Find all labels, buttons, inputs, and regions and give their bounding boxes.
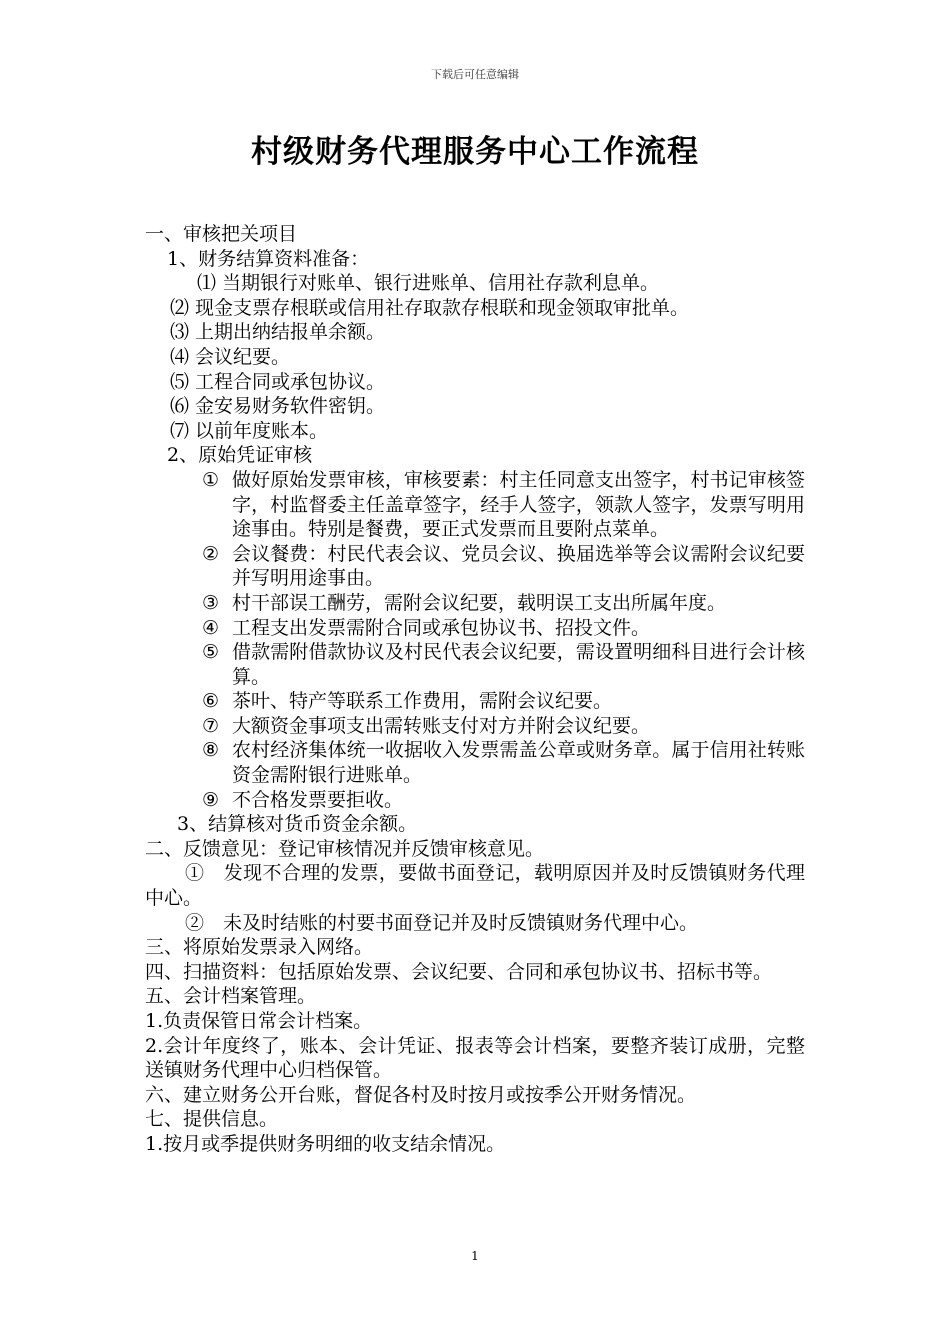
item-number: ① xyxy=(202,468,220,491)
prep-item: ⑶ 上期出纳结报单余额。 xyxy=(170,321,386,344)
page-title: 村级财务代理服务中心工作流程 xyxy=(251,134,699,170)
feedback-item: ① 发现不合理的发票，要做书面登记，载明原因并及时反馈镇财务代理中心。 xyxy=(145,862,805,910)
item-number: ④ xyxy=(202,616,220,639)
subsection-2-heading: 2、原始凭证审核 xyxy=(167,444,313,467)
archive-item: 1.负责保管日常会计档案。 xyxy=(145,1010,373,1032)
audit-item xyxy=(145,616,805,641)
item-text: 茶叶、特产等联系工作费用，需附会议纪要。 xyxy=(232,690,613,713)
audit-item xyxy=(145,714,805,739)
prep-item: ⑵ 现金支票存根联或信用社存取款存根联和现金领取审批单。 xyxy=(170,296,690,319)
prep-item: ⑺ 以前年度账本。 xyxy=(170,419,329,442)
item-text: 农村经济集体统一收据收入发票需盖公章或财务章。属于信用社转账资金需附银行进账单。 xyxy=(232,739,805,787)
item-text: 借款需附借款协议及村民代表会议纪要，需设置明细科目进行会计核算。 xyxy=(232,641,805,688)
item-number: ⑤ xyxy=(202,641,220,664)
audit-item xyxy=(145,738,805,787)
item-number: ⑨ xyxy=(202,788,220,811)
feedback-item: ② 未及时结账的村要书面登记并及时反馈镇财务代理中心。 xyxy=(185,911,699,934)
section-2-heading: 二、反馈意见：登记审核情况并反馈审核意见。 xyxy=(145,837,545,860)
subsection-3-heading: 3、结算核对货币资金余额。 xyxy=(177,813,418,836)
audit-item xyxy=(145,542,805,591)
document-body xyxy=(145,222,805,1157)
info-item: 1.按月或季提供财务明细的收支结余情况。 xyxy=(145,1132,506,1155)
archive-item: 2.会计年度终了，账本、会计凭证、报表等会计档案，要整齐装订成册，完整送镇财务代理中心归档保管。 xyxy=(145,1034,805,1082)
prep-item: ⑹ 金安易财务软件密钥。 xyxy=(170,395,386,418)
audit-item xyxy=(145,689,805,714)
page-number: 1 xyxy=(471,1249,479,1263)
item-text: 工程支出发票需附合同或承包协议书、招投文件。 xyxy=(232,616,651,639)
section-1-heading: 一、审核把关项目 xyxy=(145,223,298,245)
section-6-heading: 六、建立财务公开台账，督促各村及时按月或按季公开财务情况。 xyxy=(145,1083,697,1106)
prep-item: ⑴ 当期银行对账单、银行进账单、信用社存款利息单。 xyxy=(197,272,660,295)
header-note: 下载后可任意编辑 xyxy=(431,68,519,81)
item-text: 会议餐费：村民代表会议、党员会议、换届选举等会议需附会议纪要并写明用途事由。 xyxy=(232,542,805,590)
section-7-heading: 七、提供信息。 xyxy=(145,1108,279,1131)
item-number: ⑧ xyxy=(202,739,220,762)
item-number: ⑥ xyxy=(202,690,220,713)
item-text: 不合格发票要拒收。 xyxy=(232,788,404,811)
item-number: ② xyxy=(202,542,220,565)
audit-item xyxy=(145,640,805,689)
subsection-1-heading: 1、财务结算资料准备： xyxy=(167,247,370,270)
section-3-heading: 三、将原始发票录入网络。 xyxy=(145,936,374,959)
item-text: 大额资金事项支出需转账支付对方并附会议纪要。 xyxy=(232,714,651,737)
prep-item: ⑷ 会议纪要。 xyxy=(170,345,291,368)
audit-item xyxy=(145,788,805,813)
item-number: ③ xyxy=(202,591,220,614)
section-5-heading: 五、会计档案管理。 xyxy=(145,985,317,1008)
audit-item xyxy=(145,468,805,542)
audit-item xyxy=(145,591,805,616)
item-text: 做好原始发票审核，审核要素：村主任同意支出签字，村书记审核签字，村监督委主任盖章签字，经手人签字，领款人签字，发票写明用途事由。特别是餐费，要正式发票而且要附点菜单。 xyxy=(232,468,805,541)
section-4-heading: 四、扫描资料：包括原始发票、会议纪要、合同和承包协议书、招标书等。 xyxy=(145,960,773,983)
item-number: ⑦ xyxy=(202,714,220,737)
item-text: 村干部误工酬劳，需附会议纪要，载明误工支出所属年度。 xyxy=(232,591,727,614)
prep-item: ⑸ 工程合同或承包协议。 xyxy=(170,370,386,393)
